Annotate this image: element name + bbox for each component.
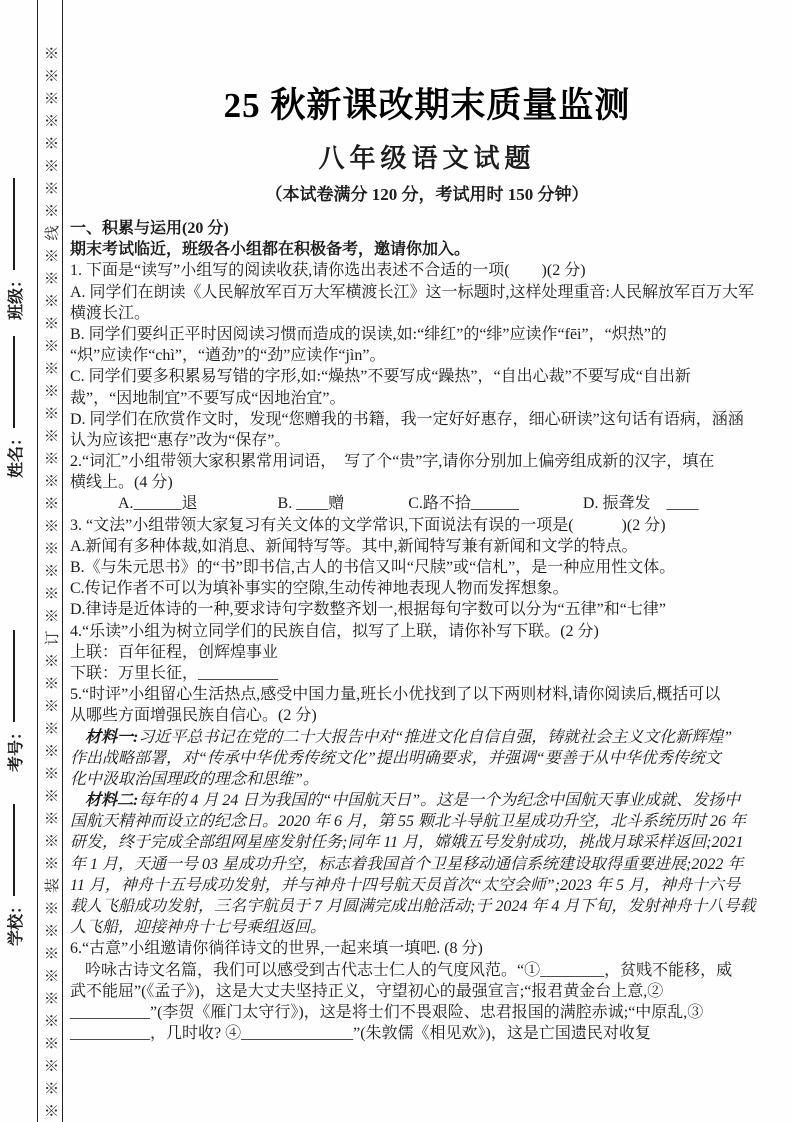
text-line: __________”(李贺《雁门太守行》)，这是将士们不畏艰险、忠君报国的满腔赤诚;“中原乱,③ <box>70 1003 704 1021</box>
material-1-text: 习近平总书记在党的二十大报告中对“推进文化自信自强，铸就社会主义文化新辉煌” <box>138 728 733 746</box>
text-line: 认为应该把“惠存”改为“保存”。 <box>70 431 291 449</box>
text-line: C. 同学们要多积累易写错的字形,如:“燥热”不要写成“躁热”，“自出心裁”不要写成“自出新 <box>70 368 691 386</box>
binding-line-marks: ※※※※※※※※※※装※※※※※※※※※※订※※※※※※※※※※※※※※※※※线※※※※※※※※ <box>45 37 61 1118</box>
blank-line <box>13 178 15 270</box>
class-label-text: 班级： <box>7 271 25 320</box>
class-label <box>0 140 28 320</box>
couplet-upper-line: 上联：百年征程，创辉煌事业 <box>70 643 279 661</box>
binding-rule-left <box>37 0 38 1122</box>
exam-body <box>70 218 784 1044</box>
fill-in-blanks-row: A.______退 B. ____赠 C.路不拾______ D. 振聋发 ____ <box>118 495 699 513</box>
material-2-label: 材料二: <box>85 792 139 810</box>
text-line: A.新闻有多种体裁,如消息、新闻特写等。其中,新闻特写兼有新闻和文学的特点。 <box>70 537 638 555</box>
text-line: 从哪些方面增强民族自信心。(2 分) <box>70 707 317 725</box>
blank-line <box>13 804 15 896</box>
material-2-line: 国航天精神而设立的纪念日。2020 年 6 月，第 55 颗北斗导航卫星成功升空，北斗系统历时 26 年 <box>70 813 747 831</box>
text-line: 3. “文法”小组带领大家复习有关文体的文学常识,下面说法有误的一项是( )(2 分) <box>70 516 666 534</box>
text-line: 武不能屈”(《孟子》)，这是大丈夫坚持正义，守望初心的最强宣言;“报君黄金台上意,② <box>70 982 664 1000</box>
exam-content <box>70 0 784 1044</box>
text-line: 横渡长江。 <box>70 304 151 322</box>
text-line: 5.“时评”小组留心生活热点,感受中国力量,班长小优找到了以下两则材料,请你阅读后,概括可以 <box>70 686 721 704</box>
text-line: “炽”应读作“chì”，“遒劲”的“劲”应读作“jìn”。 <box>70 347 386 365</box>
material-2-line: 年 1 月，天通一号 03 星成功升空，标志着我国首个卫星移动通信系统建设取得重要进展;2022 年 <box>70 855 744 873</box>
blank-line <box>13 336 15 428</box>
material-2-line: 人飞船，迎接神舟十七号乘组返回。 <box>70 919 327 937</box>
name-label <box>0 298 28 478</box>
text-line: D.律诗是近体诗的一种,要求诗句字数整齐划一,根据每句字数可以分为“五律”和“七律” <box>70 601 666 619</box>
text-line: 1. 下面是“读写”小组写的阅读收获,请你选出表述不合适的一项( )(2 分) <box>70 262 586 280</box>
school-label <box>0 766 28 946</box>
school-label-text: 学校： <box>7 897 25 946</box>
exam-info: （本试卷满分 120 分，考试用时 150 分钟） <box>265 185 589 204</box>
material-2-line: 11 月，神舟十五号成功发射，并与神舟十四号航天员首次“太空会师”;2023 年 5 月，神舟十六号 <box>70 876 740 894</box>
text-line: B. 同学们要纠正平时因阅读习惯而造成的误读,如:“绯红”的“绯”应读作“fēi”，“炽热”的 <box>70 325 667 343</box>
exam-subtitle: 八年级语文试题 <box>318 144 536 173</box>
material-2-line <box>70 790 784 811</box>
material-2-line: 载人飞船成功发射，三名宇航员于 7 月圆满完成出舱活动;于 2024 年 4 月下旬，发射神舟十八号载 <box>70 898 756 915</box>
text-line: A. 同学们在朗读《人民解放军百万大军横渡长江》这一标题时,这样处理重音:人民解放军百万大军 <box>70 283 755 301</box>
blank-line <box>13 630 15 722</box>
exam-title: 25 秋新课改期末质量监测 <box>223 86 631 125</box>
material-1-line <box>70 727 784 748</box>
text-line: 吟咏古诗文名篇，我们可以感受到古代志士仁人的气度风范。“①________，贫贱不能移，威 <box>85 961 733 979</box>
couplet-lower-line: 下联：万里长征，__________ <box>70 664 279 682</box>
text-line: 裁”，“因地制宜”不要写成“因地治宜”。 <box>70 389 346 407</box>
text-line: 4.“乐读”小组为树立同学们的民族自信，拟写了上联，请你补写下联。(2 分) <box>70 622 599 640</box>
name-label-text: 姓名： <box>7 429 25 478</box>
text-line: 横线上。(4 分) <box>70 474 173 492</box>
text-line: 6.“古意”小组邀请你徜徉诗文的世界,一起来填一填吧. (8 分) <box>70 940 483 958</box>
text-line: B.《与朱元思书》的“书”即书信,古人的书信又叫“尺牍”或“信札”，是一种应用性文体。 <box>70 559 676 576</box>
material-1-line: 化中汲取治国理政的理念和思维”。 <box>70 770 319 788</box>
material-1-line: 作出战略部署，对“传承中华优秀传统文化”提出明确要求，并强调“要善于从中华优秀传统文 <box>70 749 721 767</box>
material-1-label: 材料一: <box>85 728 139 746</box>
section-intro: 期末考试临近，班级各小组都在积极备考，邀请你加入。 <box>70 241 471 259</box>
section-heading: 一、积累与运用(20 分) <box>70 220 229 237</box>
exam-number-label-text: 考号： <box>7 723 25 772</box>
material-2-line: 研发，终于完成全部组网星座发射任务;同年 11 月，嫦娥五号发射成功，挑战月球采样返回;2021 <box>70 834 744 852</box>
text-line: C.传记作者不可以为填补事实的空隙,生动传神地表现人物而发挥想象。 <box>70 580 569 598</box>
text-line: 2.“词汇”小组带领大家积累常用词语， 写了个“贵”字,请你分别加上偏旁组成新的汉字，填在 <box>70 453 715 471</box>
exam-number-label <box>0 592 28 772</box>
material-2-text: 每年的 4 月 24 日为我国的“中国航天日”。这是一个为纪念中国航天事业成就、发扬中 <box>138 792 741 810</box>
text-line: __________，几时收? ④______________”(朱敦儒《相见欢》)，这是亡国遗民对收复 <box>70 1025 651 1043</box>
text-line: D. 同学们在欣赏作文时，发现“您赠我的书籍，我一定好好惠存，细心研读”这句话有语病，涵涵 <box>70 410 744 428</box>
